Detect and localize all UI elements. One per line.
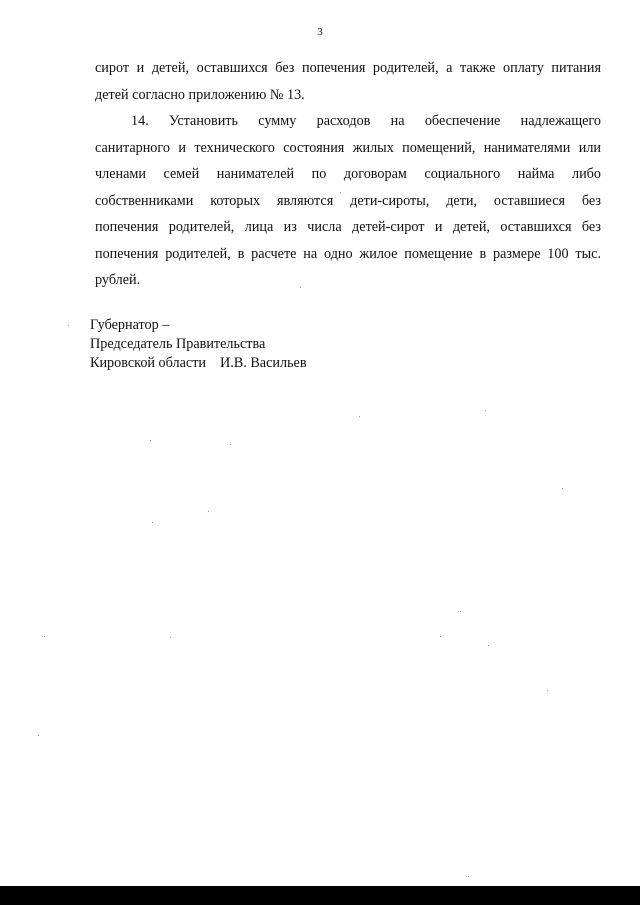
scan-speck	[488, 645, 489, 646]
signature-block	[90, 316, 307, 373]
scan-speck	[562, 488, 563, 489]
scan-speck	[300, 287, 301, 288]
scan-speck	[440, 636, 441, 637]
text-line: попечения родителей, лица из числа детей-сирот и детей, оставшихся без	[95, 219, 601, 235]
text-line: 14. Установить сумму расходов на обеспечение надлежащего	[131, 113, 601, 129]
scan-speck	[208, 511, 209, 512]
scan-speck	[68, 325, 69, 326]
scan-speck	[460, 611, 461, 612]
scan-speck	[468, 876, 469, 877]
scan-speck	[359, 416, 360, 417]
scan-speck	[38, 735, 39, 736]
signatory-org-name-line	[90, 354, 307, 373]
scan-speck	[170, 637, 171, 638]
scan-speck	[340, 192, 341, 193]
scan-speck	[230, 444, 231, 445]
signatory-position: Председатель Правительства	[90, 336, 266, 352]
scan-speck	[44, 636, 45, 637]
scan-bottom-edge-bar	[0, 886, 640, 905]
page-number: 3	[317, 26, 323, 38]
text-line: попечения родителей, в расчете на одно жилое помещение в размере 100 тыс.	[95, 245, 601, 262]
paragraph-item-14	[95, 108, 601, 294]
scan-speck	[547, 690, 548, 691]
scan-speck	[485, 410, 486, 411]
scan-speck	[150, 440, 151, 441]
text-line: рублей.	[95, 272, 141, 288]
text-line: санитарного и технического состояния жилых помещений, нанимателями или	[95, 139, 601, 156]
scan-speck	[152, 522, 153, 523]
signatory-title: Губернатор –	[90, 317, 170, 333]
signatory-org: Кировской области	[90, 355, 206, 371]
paragraph-continuation	[95, 55, 601, 108]
text-line: собственниками которых являются дети-сироты, дети, оставшиеся без	[95, 192, 601, 209]
signatory-name: И.В. Васильев	[220, 355, 307, 371]
text-line: сирот и детей, оставшихся без попечения родителей, а также оплату питания	[95, 60, 601, 76]
text-line: детей согласно приложению № 13.	[95, 86, 305, 103]
text-line: членами семей нанимателей по договорам социального найма либо	[95, 166, 601, 182]
